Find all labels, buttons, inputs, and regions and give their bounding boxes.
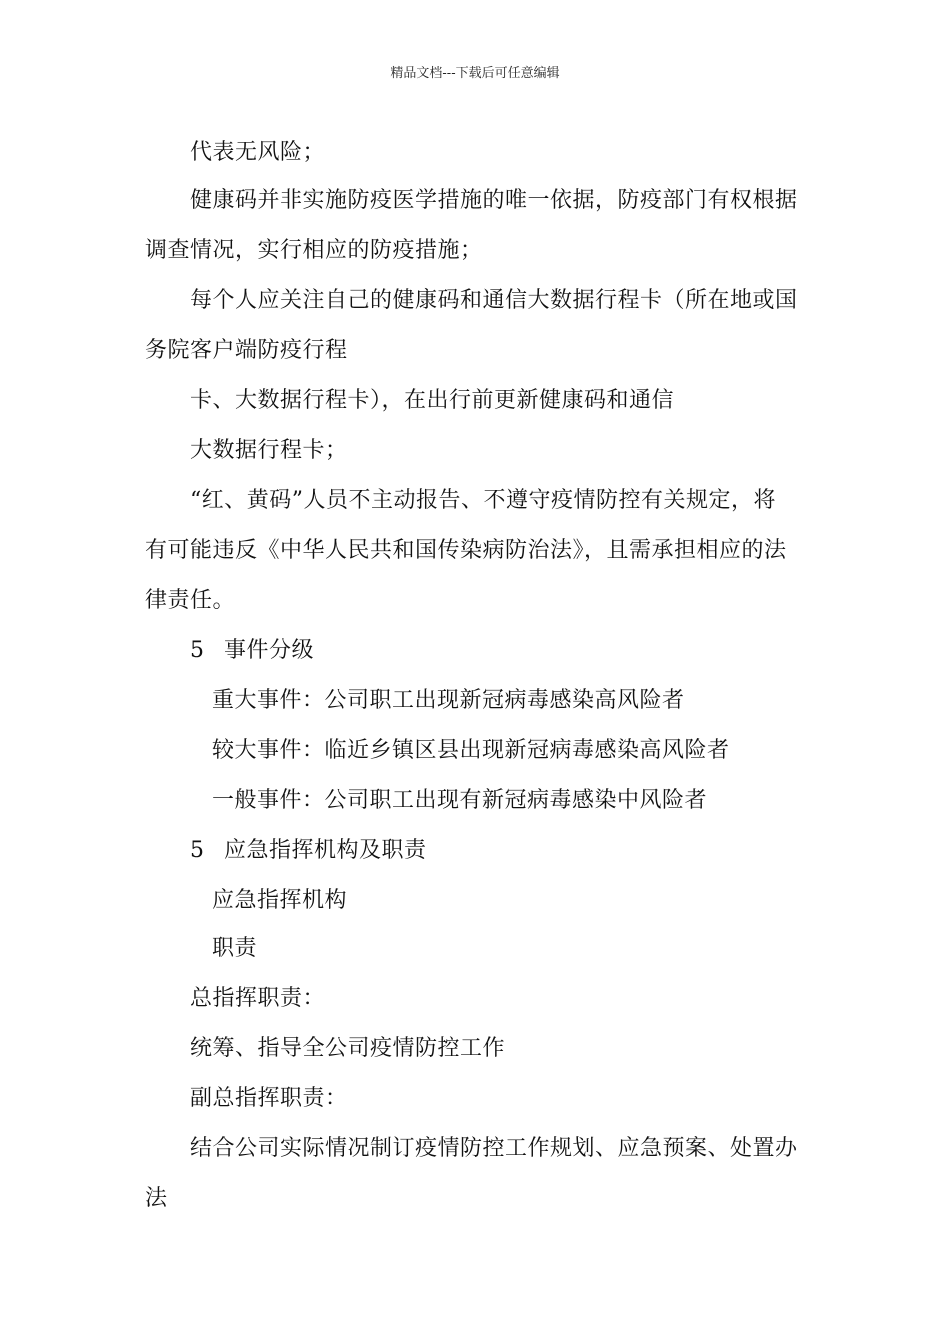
paragraph-line: 调查情况，实行相应的防疫措施； bbox=[145, 238, 483, 263]
paragraph-line: 律责任。 bbox=[145, 588, 236, 613]
paragraph-line: 代表无风险； bbox=[190, 140, 326, 165]
paragraph-line: 统筹、指导全公司疫情防控工作 bbox=[190, 1036, 506, 1061]
page-header: 精品文档---下载后可任意编辑 bbox=[390, 66, 560, 81]
paragraph-line: 卡、大数据行程卡），在出行前更新健康码和通信 bbox=[190, 388, 675, 413]
section-title: 事件分级 bbox=[224, 638, 315, 663]
paragraph-line: 大数据行程卡； bbox=[190, 438, 348, 463]
list-item: 较大事件：临近乡镇区县出现新冠病毒感染高风险者 bbox=[212, 738, 730, 763]
section-heading-command bbox=[190, 836, 427, 866]
paragraph-line: 健康码并非实施防疫医学措施的唯一依据，防疫部门有权根据 bbox=[190, 188, 798, 213]
paragraph-line: 副总指挥职责： bbox=[190, 1086, 348, 1111]
list-item: 一般事件：公司职工出现有新冠病毒感染中风险者 bbox=[212, 788, 708, 813]
section-title: 应急指挥机构及职责 bbox=[224, 838, 427, 863]
paragraph-line: 有可能违反《中华人民共和国传染病防治法》，且需承担相应的法 bbox=[145, 538, 787, 563]
subheading: 应急指挥机构 bbox=[212, 888, 348, 913]
paragraph-line: 每个人应关注自己的健康码和通信大数据行程卡（所在地或国 bbox=[190, 288, 798, 313]
paragraph-line: 总指挥职责： bbox=[190, 986, 326, 1011]
section-number: 5 bbox=[190, 838, 205, 863]
section-heading-event-grading bbox=[190, 636, 314, 666]
paragraph-line: 法 bbox=[145, 1186, 168, 1211]
paragraph-line: “红、黄码”人员不主动报告、不遵守疫情防控有关规定，将 bbox=[190, 488, 776, 513]
paragraph-line: 结合公司实际情况制订疫情防控工作规划、应急预案、处置办 bbox=[190, 1136, 798, 1161]
paragraph-line: 务院客户端防疫行程 bbox=[145, 338, 348, 363]
list-item: 重大事件：公司职工出现新冠病毒感染高风险者 bbox=[212, 688, 685, 713]
section-number: 5 bbox=[190, 638, 205, 663]
subheading: 职责 bbox=[212, 936, 258, 961]
